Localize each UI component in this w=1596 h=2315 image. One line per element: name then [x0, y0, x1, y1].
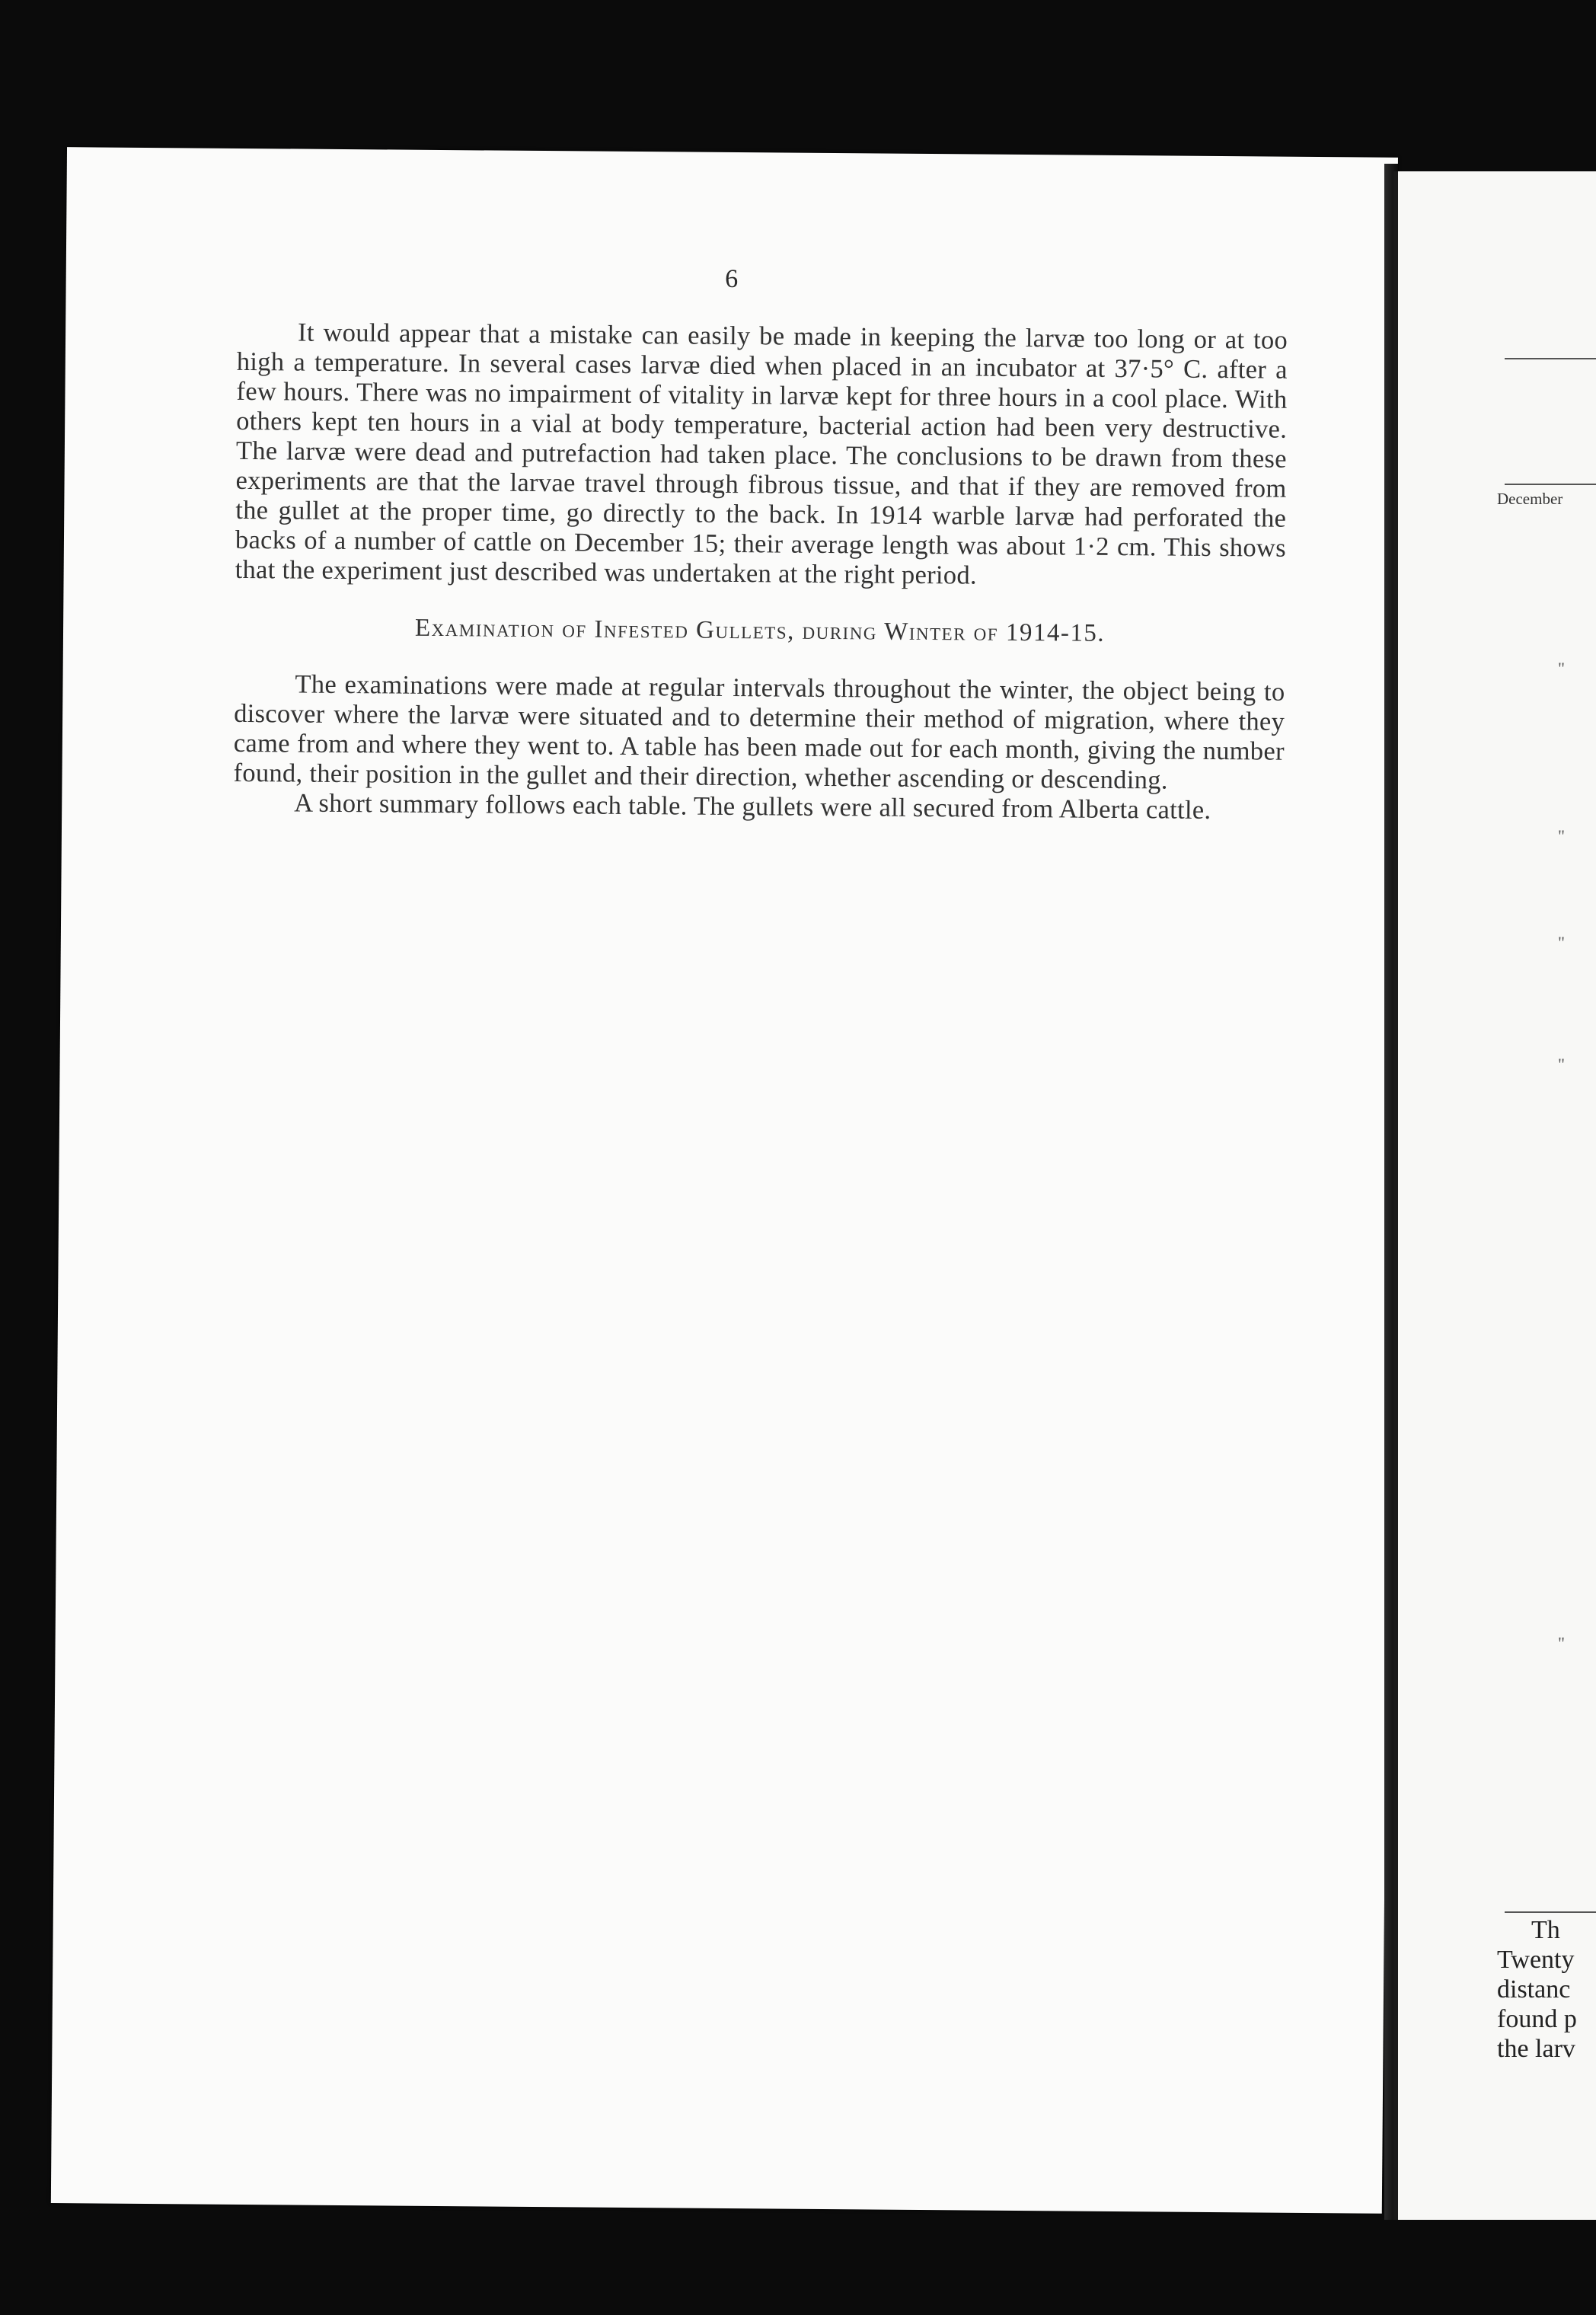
ditto-mark: "	[1558, 659, 1565, 678]
section-heading: Examination of Infested Gullets, during Winter of 1914-15.	[414, 614, 1106, 647]
paragraph: It would appear that a mistake can easily be made in keeping the larvæ too long or at too high a temperature. In several cases larvæ died when placed in an incubator at 37·5° C. after a few hours. There was no impairment of vitality in larvæ kept for three hours in a cool place. With others kept ten hours in a vial at body temperature, bacterial action had been very destructive. The larvæ were dead and putrefaction had taken place. The conclusions to be drawn from these experiments are that the larvae travel through fibrous tissue, and that if they are removed from the gullet at the proper time, go directly to the back. In 1914 warble larvæ had perforated the backs of a number of cattle on December 15; their average length was about 1·2 cm. This shows that the experiment just described was undertaken at the right period.	[235, 318, 1288, 590]
right-page	[1393, 171, 1596, 2220]
ditto-mark: "	[1558, 1633, 1565, 1652]
left-page	[51, 147, 1398, 2214]
ditto-mark: "	[1558, 1055, 1565, 1074]
text-line: distanc	[1497, 1975, 1571, 2004]
table-rule	[1505, 1911, 1596, 1913]
page-body	[233, 318, 1288, 826]
paragraph: A short summary follows each table. The gullets were all secured from Alberta cattle.	[294, 788, 1211, 825]
text-line: Th	[1531, 1916, 1560, 1944]
paragraph: The examinations were made at regular intervals throughout the winter, the object being to discover where the larvæ were situated and to determine their method of migration, where they came from and where they went to. A table has been made out for each month, giving the number found, their position in the gullet and their direction, whether ascending or descending.	[233, 669, 1285, 795]
cut-off-paragraph	[1497, 1915, 1596, 2064]
table-row-label: December	[1497, 490, 1563, 508]
text-line: Twenty	[1497, 1946, 1575, 1974]
text-line: the larv	[1497, 2035, 1575, 2063]
ditto-mark: "	[1558, 826, 1565, 845]
table-rule	[1505, 484, 1596, 485]
table-rule	[1505, 358, 1596, 359]
text-line: found p	[1497, 2005, 1577, 2033]
ditto-mark: "	[1558, 933, 1565, 952]
page-number: 6	[725, 264, 739, 294]
